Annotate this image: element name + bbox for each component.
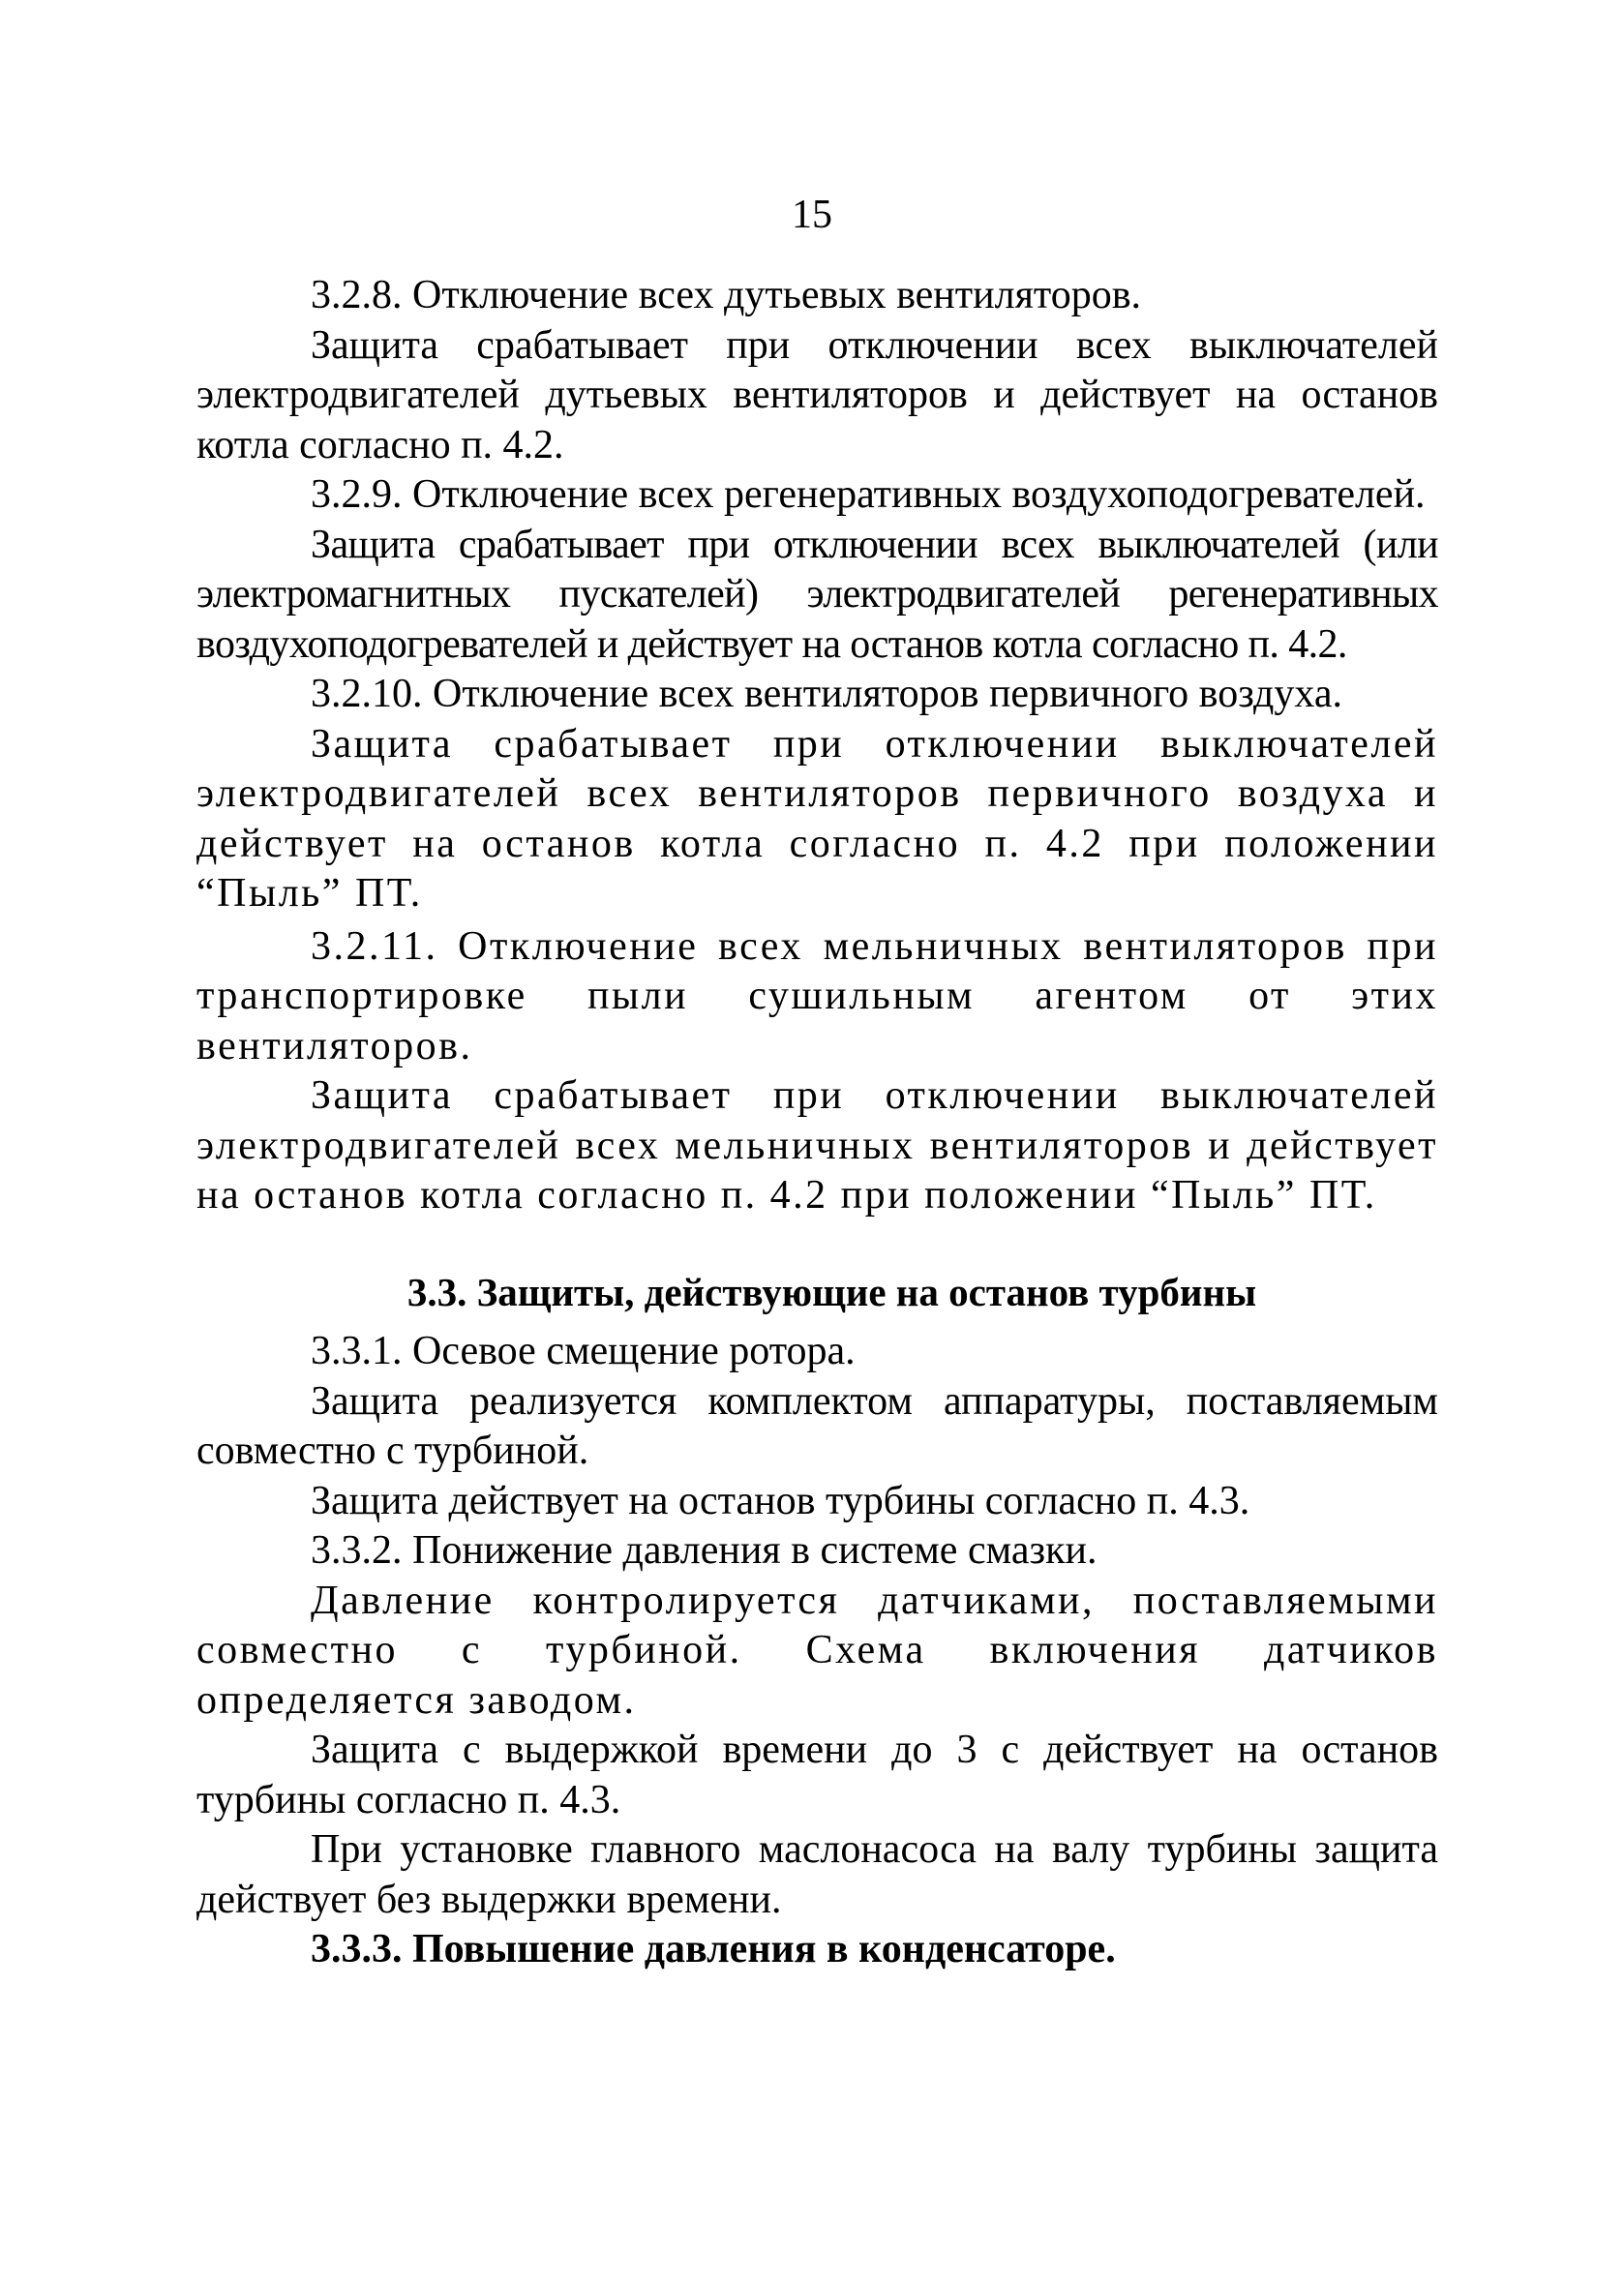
clause-3-2-8-title: 3.2.8. Отключение всех дутьевых вентиляторов. xyxy=(311,273,1142,317)
clause-3-3-2-title: 3.3.2. Понижение давления в системе смазки. xyxy=(311,1528,1098,1573)
clause-3-3-3-title: 3.3.3. Повышение давления в конденсаторе. xyxy=(311,1927,1116,1971)
section-3-3-heading: 3.3. Защиты, действующие на останов турбины xyxy=(406,1269,1257,1314)
clause-3-2-11-title: 3.2.11. Отключение всех мельничных вентиляторов при транспортировке пыли сушильным агентом от этих вентиляторов. xyxy=(196,923,1438,1068)
clause-3-2-11-text: Защита срабатывает при отключении выключателей электродвигателей всех мельничных вентиляторов и действует на останов котла согласно п. 4.2 при положении “Пыль” ПТ. xyxy=(196,1073,1438,1218)
clause-3-3-1-title: 3.3.1. Осевое смещение ротора. xyxy=(311,1329,856,1373)
clause-3-2-8-text: Защита срабатывает при отключении всех выключателей электродвигателей дутьевых вентиляторов и действует на останов котла согласно п. 4.2. xyxy=(196,322,1438,467)
clause-3-2-9-text: Защита срабатывает при отключении всех выключателей (или электромагнитных пускателей) электродвигателей регенеративных воздухоподогревателей и действует на останов котла согласно п. 4.2. xyxy=(196,522,1438,667)
clause-3-3-1-text: Защита реализуется комплектом аппаратуры, поставляемым совместно с турбиной. xyxy=(196,1378,1438,1473)
clause-3-2-9-title: 3.2.9. Отключение всех регенеративных воздухоподогревателей. xyxy=(311,472,1426,517)
clause-3-3-2-text-2: Защита с выдержкой времени до 3 с действует на останов турбины согласно п. 4.3. xyxy=(196,1728,1438,1822)
clause-3-3-2-text-3: При установке главного маслонасоса на валу турбины защита действует без выдержки времени. xyxy=(196,1827,1438,1922)
clause-3-3-1-text-2: Защита действует на останов турбины согласно п. 4.3. xyxy=(311,1478,1250,1523)
page-number: 15 xyxy=(792,193,832,237)
clause-3-2-10-text: Защита срабатывает при отключении выключателей электродвигателей всех вентиляторов первичного воздуха и действует на останов котла согласно п. 4.2 при положении “Пыль” ПТ. xyxy=(196,721,1438,916)
clause-3-2-10-title: 3.2.10. Отключение всех вентиляторов первичного воздуха. xyxy=(311,672,1342,716)
clause-3-3-2-text: Давление контролируется датчиками, поставляемыми совместно с турбиной. Схема включения датчиков определяется заводом. xyxy=(196,1578,1438,1723)
page-body xyxy=(196,271,1438,1975)
